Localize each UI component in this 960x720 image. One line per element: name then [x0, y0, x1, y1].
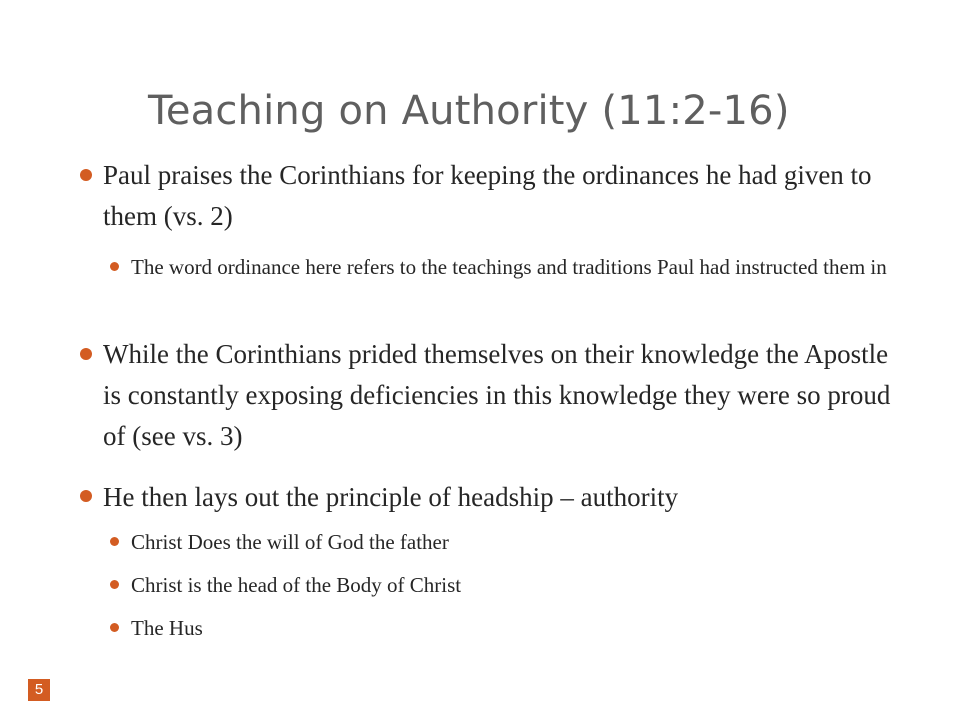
bullet-text: He then lays out the principle of headship – authority: [103, 482, 679, 512]
bullet-icon: [80, 169, 92, 181]
sub-bullet-text: Christ Does the will of God the father: [131, 530, 449, 554]
sub-bullet-icon: [110, 262, 119, 271]
slide-title: Teaching on Authority (11:2-16): [148, 88, 790, 134]
sub-bullet-text: The Hus: [131, 616, 203, 640]
page-number: 5: [28, 679, 50, 701]
sub-bullet-text: Christ is the head of the Body of Christ: [131, 573, 462, 597]
sub-bullet-icon: [110, 580, 119, 589]
bullet-icon: [80, 490, 92, 502]
sub-bullet-text: The word ordinance here refers to the teachings and traditions Paul had instructed them in: [131, 255, 887, 279]
sub-bullet-icon: [110, 537, 119, 546]
bullet-text: While the Corinthians prided themselves on their knowledge the Apostle is constantly exposing deficiencies in this knowledge they were so proud of (see vs. 3): [103, 339, 891, 451]
bullet-icon: [80, 348, 92, 360]
bullet-text: Paul praises the Corinthians for keeping the ordinances he had given to them (vs. 2): [103, 160, 872, 231]
sub-bullet-icon: [110, 623, 119, 632]
